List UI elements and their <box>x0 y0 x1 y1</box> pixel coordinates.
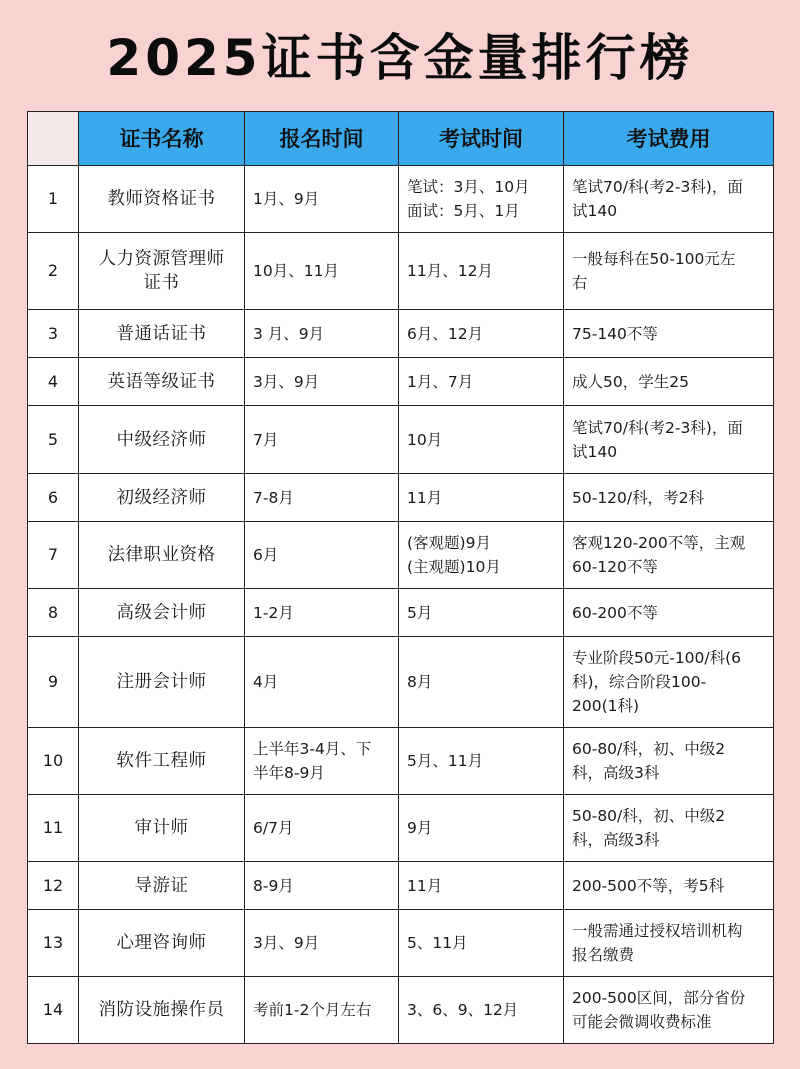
registration-time-cell <box>245 406 399 474</box>
exam-fee-line: 笔试70/科(考2-3科)，面 <box>572 178 743 196</box>
registration-time-cell <box>245 474 399 522</box>
exam-fee-line: 报名缴费 <box>572 946 635 964</box>
exam-time-line: 11月 <box>407 876 443 895</box>
registration-time-line: 考前1-2个月左右 <box>253 1001 372 1019</box>
registration-time-line: 3月、9月 <box>253 934 320 952</box>
row-number-cell: 4 <box>28 358 79 406</box>
certificate-name-line: 普通话证书 <box>116 323 207 344</box>
table-row <box>28 358 774 406</box>
exam-fee-line: 50-120/科，考2科 <box>572 488 704 507</box>
exam-fee-line: 60-80/科，初、中级2 <box>572 740 726 758</box>
exam-fee-line: 200(1科) <box>572 697 640 715</box>
registration-time-line: 上半年3-4月、下 <box>253 740 372 758</box>
registration-time-cell <box>245 637 399 728</box>
registration-time-cell <box>245 728 399 795</box>
exam-fee-cell <box>564 310 774 358</box>
exam-fee-line: 50-80/科，初、中级2 <box>572 807 726 825</box>
row-number-cell: 8 <box>28 589 79 637</box>
exam-time-line: 面试：5月、1月 <box>407 202 520 220</box>
row-number-cell: 3 <box>28 310 79 358</box>
exam-fee-cell <box>564 589 774 637</box>
exam-time-cell <box>399 358 564 406</box>
registration-time-cell <box>245 310 399 358</box>
exam-time-cell <box>399 589 564 637</box>
exam-time-line: 11月 <box>407 488 443 507</box>
exam-time-line: 5月、11月 <box>407 752 484 770</box>
certificate-name-cell <box>79 977 245 1044</box>
certificate-name-line: 法律职业资格 <box>107 545 216 565</box>
exam-fee-cell <box>564 474 774 522</box>
table-row <box>28 977 774 1044</box>
exam-fee-cell <box>564 795 774 862</box>
certificate-name-cell <box>79 166 245 233</box>
certificate-name-cell <box>79 522 245 589</box>
certificate-name-line: 高级会计师 <box>116 602 207 623</box>
exam-time-cell <box>399 795 564 862</box>
registration-time-line: 3月、9月 <box>253 372 320 391</box>
table-row <box>28 522 774 589</box>
table-row <box>28 589 774 637</box>
exam-time-cell <box>399 474 564 522</box>
table-row <box>28 166 774 233</box>
registration-time-line: 6月 <box>253 546 279 564</box>
exam-time-line: (客观题)9月 <box>407 534 491 552</box>
exam-time-cell <box>399 310 564 358</box>
certificate-name-cell <box>79 728 245 795</box>
certificate-name-cell <box>79 358 245 406</box>
registration-time-line: 10月、11月 <box>253 262 339 280</box>
certificate-name-line: 注册会计师 <box>116 672 207 692</box>
exam-time-line: 6月、12月 <box>407 324 484 343</box>
header-index <box>28 112 79 166</box>
exam-time-line: 笔试：3月、10月 <box>407 178 530 196</box>
row-number-cell: 6 <box>28 474 79 522</box>
exam-fee-cell <box>564 862 774 910</box>
table-row <box>28 910 774 977</box>
row-number-cell: 13 <box>28 910 79 977</box>
table-body <box>28 166 774 1044</box>
row-number-cell: 5 <box>28 406 79 474</box>
row-number-cell: 12 <box>28 862 79 910</box>
certificate-name-line: 审计师 <box>134 818 189 838</box>
exam-time-line: 10月 <box>407 430 443 449</box>
table-row <box>28 310 774 358</box>
exam-time-line: 8月 <box>407 673 433 691</box>
certificate-name-line: 中级经济师 <box>116 429 207 450</box>
exam-time-cell <box>399 910 564 977</box>
certificate-name-line: 教师资格证书 <box>107 189 216 209</box>
certificate-table <box>27 111 774 1044</box>
certificate-name-cell <box>79 310 245 358</box>
page-title: 2025证书含金量排行榜 <box>106 29 694 87</box>
table-row <box>28 795 774 862</box>
exam-fee-line: 60-120不等 <box>572 558 658 576</box>
exam-time-cell <box>399 166 564 233</box>
certificate-name-cell <box>79 862 245 910</box>
row-number-cell: 2 <box>28 233 79 310</box>
exam-fee-cell <box>564 233 774 310</box>
certificate-name-line: 英语等级证书 <box>107 371 216 392</box>
exam-fee-line: 成人50，学生25 <box>572 372 689 391</box>
registration-time-line: 8-9月 <box>253 876 294 895</box>
exam-fee-cell <box>564 358 774 406</box>
exam-fee-cell <box>564 522 774 589</box>
certificate-name-line: 证书 <box>143 273 180 293</box>
exam-fee-line: 科)，综合阶段100- <box>572 673 707 691</box>
exam-fee-cell <box>564 166 774 233</box>
certificate-name-line: 导游证 <box>134 875 189 896</box>
exam-time-line: (主观题)10月 <box>407 558 501 576</box>
header-registration-time: 报名时间 <box>245 112 399 166</box>
row-number-cell: 1 <box>28 166 79 233</box>
row-number-cell: 9 <box>28 637 79 728</box>
exam-time-line: 5月 <box>407 603 433 622</box>
exam-time-cell <box>399 406 564 474</box>
table-row <box>28 862 774 910</box>
certificate-name-cell <box>79 589 245 637</box>
exam-fee-line: 试140 <box>572 442 618 461</box>
exam-fee-cell <box>564 406 774 474</box>
exam-fee-cell <box>564 728 774 795</box>
certificate-name-cell <box>79 637 245 728</box>
row-number-cell: 10 <box>28 728 79 795</box>
exam-fee-cell <box>564 910 774 977</box>
exam-time-cell <box>399 862 564 910</box>
certificate-name-line: 心理咨询师 <box>116 933 207 953</box>
exam-fee-line: 专业阶段50元-100/科(6 <box>572 649 742 667</box>
exam-fee-line: 右 <box>572 274 588 292</box>
exam-time-line: 5、11月 <box>407 934 468 952</box>
table-row <box>28 406 774 474</box>
certificate-name-cell <box>79 406 245 474</box>
certificate-name-cell <box>79 795 245 862</box>
exam-fee-line: 200-500区间，部分省份 <box>572 989 746 1007</box>
registration-time-cell <box>245 795 399 862</box>
registration-time-cell <box>245 522 399 589</box>
registration-time-line: 1月、9月 <box>253 190 320 208</box>
exam-time-cell <box>399 637 564 728</box>
exam-time-line: 9月 <box>407 819 433 837</box>
exam-time-line: 3、6、9、12月 <box>407 1001 519 1019</box>
exam-time-line: 11月、12月 <box>407 262 493 280</box>
row-number-cell: 7 <box>28 522 79 589</box>
row-number-cell: 11 <box>28 795 79 862</box>
exam-fee-cell <box>564 637 774 728</box>
registration-time-line: 半年8-9月 <box>253 764 325 782</box>
certificate-name-line: 软件工程师 <box>116 751 207 771</box>
certificate-name-cell <box>79 474 245 522</box>
registration-time-cell <box>245 977 399 1044</box>
exam-fee-line: 科，高级3科 <box>572 764 660 782</box>
registration-time-line: 7月 <box>253 430 279 449</box>
registration-time-cell <box>245 862 399 910</box>
exam-fee-line: 200-500不等，考5科 <box>572 876 725 895</box>
exam-fee-line: 可能会微调收费标准 <box>572 1013 712 1031</box>
table-row <box>28 728 774 795</box>
exam-fee-line: 客观120-200不等，主观 <box>572 534 746 552</box>
table-row <box>28 474 774 522</box>
header-certificate-name: 证书名称 <box>79 112 245 166</box>
table-row <box>28 233 774 310</box>
exam-fee-line: 科，高级3科 <box>572 831 660 849</box>
registration-time-line: 6/7月 <box>253 819 294 837</box>
certificate-name-line: 初级经济师 <box>116 487 207 508</box>
registration-time-cell <box>245 233 399 310</box>
certificate-name-cell <box>79 910 245 977</box>
exam-time-cell <box>399 233 564 310</box>
registration-time-cell <box>245 589 399 637</box>
exam-fee-line: 75-140不等 <box>572 324 658 343</box>
exam-fee-line: 一般需通过授权培训机构 <box>572 922 743 940</box>
registration-time-line: 7-8月 <box>253 488 294 507</box>
exam-time-line: 1月、7月 <box>407 372 474 391</box>
table-header-row <box>28 112 774 166</box>
registration-time-line: 1-2月 <box>253 603 294 622</box>
registration-time-cell <box>245 910 399 977</box>
certificate-name-cell <box>79 233 245 310</box>
exam-time-cell <box>399 977 564 1044</box>
exam-fee-line: 试140 <box>572 202 618 220</box>
row-number-cell: 14 <box>28 977 79 1044</box>
registration-time-line: 4月 <box>253 673 279 691</box>
certificate-name-line: 人力资源管理师 <box>98 249 225 269</box>
exam-fee-cell <box>564 977 774 1044</box>
exam-time-cell <box>399 728 564 795</box>
exam-fee-line: 一般每科在50-100元左 <box>572 250 736 268</box>
table-row <box>28 637 774 728</box>
registration-time-line: 3 月、9月 <box>253 324 325 343</box>
registration-time-cell <box>245 166 399 233</box>
exam-fee-line: 笔试70/科(考2-3科)，面 <box>572 418 743 437</box>
exam-time-cell <box>399 522 564 589</box>
header-exam-fee: 考试费用 <box>564 112 774 166</box>
registration-time-cell <box>245 358 399 406</box>
header-exam-time: 考试时间 <box>399 112 564 166</box>
certificate-name-line: 消防设施操作员 <box>98 1000 225 1020</box>
exam-fee-line: 60-200不等 <box>572 603 658 622</box>
